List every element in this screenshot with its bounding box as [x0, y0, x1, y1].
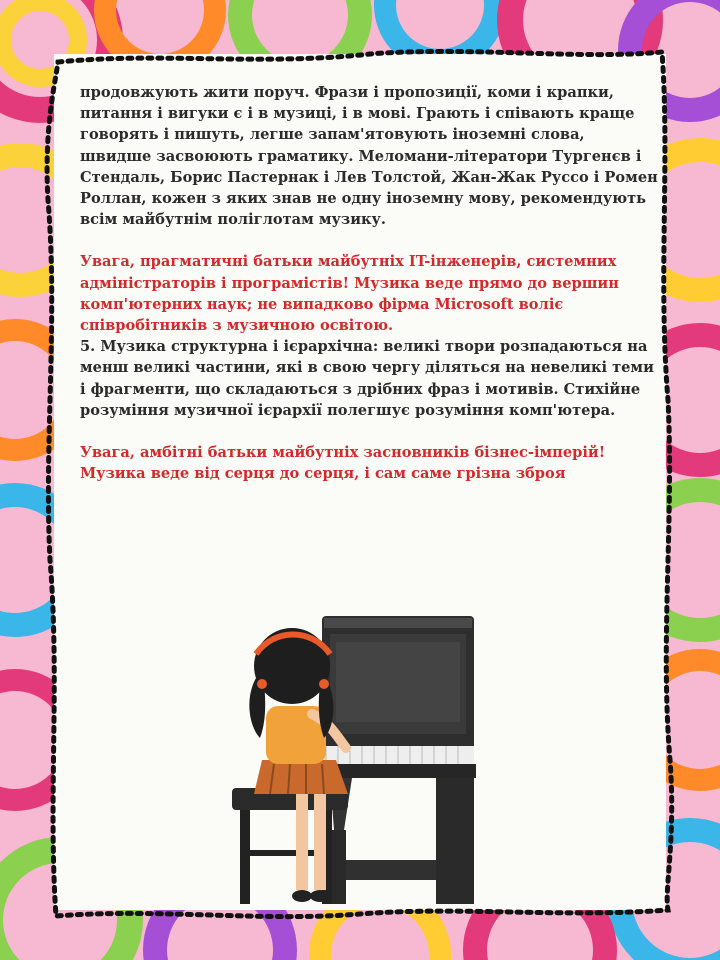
paragraph-4-business-parents: Увага, амбітні батьки майбутніх засновників бізнес-імперій! Музика веде від серця до серця, і сам саме грізна зброя — [80, 444, 606, 483]
article-text — [80, 82, 658, 484]
paragraph-1: продовжують жити поруч. Фрази і пропозиції, коми і крапки, питання і вигуки є і в музиці, і в мові. Грають і співають краще говорять і пишуть, легше запам'ятовують іноземні слова, швидше засвоюють граматику. Меломани-літератори Тургенєв і Стендаль, Борис Пастернак і Лев Толстой, Жан-Жак Руссо і Ромен Роллан, кожен з яких знав не одну іноземну мову, рекомендують всім майбутнім поліглотам музику. — [80, 84, 658, 229]
girl-playing-piano-illustration — [226, 610, 488, 912]
paragraph-3-structure: 5. Музика структурна і ієрархічна: великі твори розпадаються на менш великі частини, які в свою чергу діляться на невеликі теми і фрагменти, що складаються з дрібних фраз і мотивів. Стихійне розуміння музичної ієрархії полегшує розуміння комп'ютера. — [80, 338, 654, 419]
paragraph-2-it-parents: Увага, прагматичні батьки майбутніх IT-інженерів, системних адміністраторів і програмістів! Музика веде прямо до вершин комп'ютерних наук; не випадково фірма Microsoft воліє співробітників з музичною освітою. — [80, 253, 619, 335]
